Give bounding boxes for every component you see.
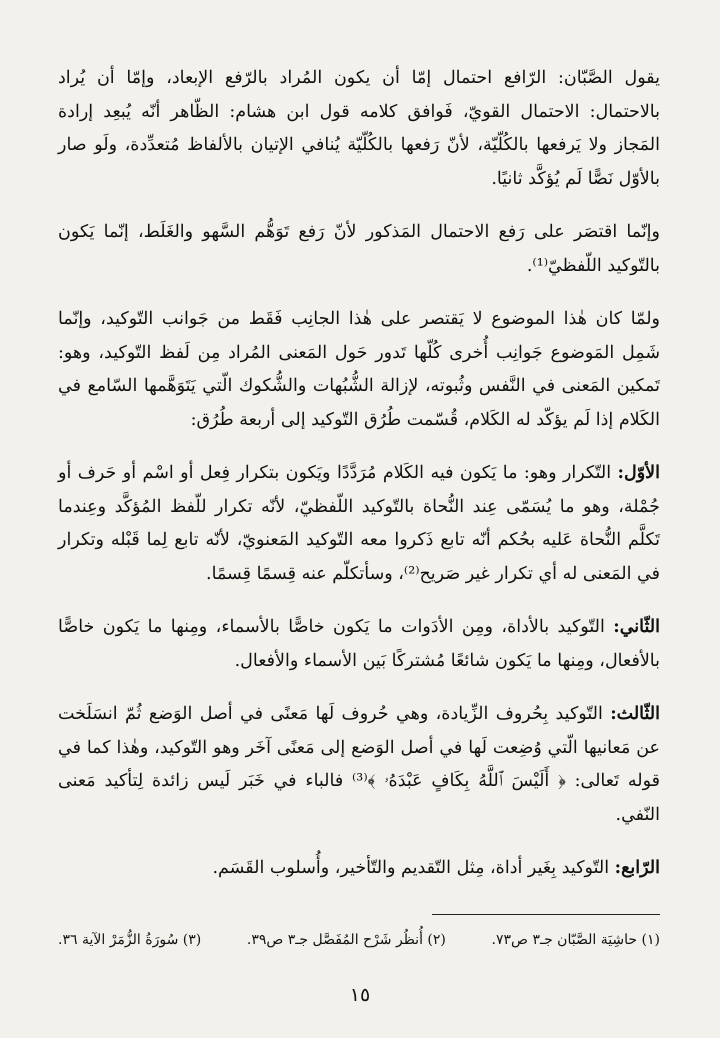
method-3-paragraph: الثّالث: التّوكيد بِحُروف الزِّيادة، وهي حُروف لَها مَعنًى في أصل الوَضع ثُمّ انسَلَخت عن مَعانيها الّتي وُضِعت لَها في أصل الوَضع إلى مَعنًى آخَر وهو التّوكيد، وهٰذا كما في قوله تَعالى: ﴿ أَلَيْسَ ٱللَّهُ بِكَافٍ عَبْدَهُۥ ﴾⁽³⁾ فالباء في خَبَر لَيس زائدة لِتأكيد مَعنى النّفي. [58,704,660,825]
footnote-1: (١) حاشِيَة الصَّبّان جـ٣ ص٧٣. [491,932,660,948]
method-1-paragraph: الأوّل: التّكرار وهو: ما يَكون فيه الكَلام مُرَدَّدًا ويَكون بتكرار فِعل أو اسْم أو حَرف أو جُمْلة، وهو ما يُسَمّى عِند النُّحاة بالتّوكيد اللّفظيّ، لأنّه تكرار للّفظ المُؤكَّد وعِندما تَكلَّم النُّحاة عَليه بحُكم أنّه تابع ذَكروا معه التّوكيد المَعنويّ، لأنّه تابع لِما قَبْله وتكرار في المَعنى له أي تكرار غير صَريح⁽²⁾، وسأتكلّم عنه قِسمًا قِسمًا. [58,463,660,584]
footnotes [58,928,660,952]
paragraph-2: وإنّما اقتصَر على رَفع الاحتمال المَذكور لأنّ رَفع تَوَهُّم السَّهو والغَلَط، إنّما يَكون بالتّوكيد اللّفظيّ⁽¹⁾. [58,222,660,276]
body-text [58,62,660,898]
footnote-2: (٢) أُنظُر شَرْح المُفَصَّل جـ٣ ص٣٩. [246,932,446,948]
method-4-paragraph: الرّابع: التّوكيد بِغَير أداة، مِثل التّقديم والتّأخير، وأُسلوب القَسَم. [212,858,660,878]
method-3-heading: الثّالث: [610,704,660,724]
method-1-heading: الأوّل: [617,463,660,483]
footnote-3: (٣) سُورَةُ الزُّمَرْ الآية ٣٦. [58,932,202,948]
paragraph-1: يقول الصَّبّان: الرّافع احتمال إمّا أن يكون المُراد بالرّفع الإبعاد، وإمّا أن يُراد بالاحتمال: الاحتمال القويّ، فَوافق كلامه قول ابن هشام: الظّاهر أنّه يُبعِد إرادة المَجاز ولا يَرفعها بالكُلّيّة، لأنّ رَفعها بالكُلّيّة يُنافي الإتيان بالألفاظ مُتعدِّدة، ولَو صار بالأوّل نَصًّا لَم يُؤكَّد ثانيًا. [58,68,660,189]
page-number: ١٥ [349,984,371,1006]
paragraph-3: ولمّا كان هٰذا الموضوع لا يَقتصر على هٰذا الجانِب فَقَط من جَوانب التّوكيد، وإنّما شَمِل المَوضوع جَوانِب أُخرى كُلّها تَدور حَول المَعنى المُراد مِن لَفظ التّوكيد، وهو: تَمكين المَعنى في النَّفس وثُبوته، لإزالة الشُّبُهات والشُّكوك الّتي يَتَوَهَّمها السّامع في الكَلام إذا لَم يؤكّد له الكَلام، قُسّمت طُرُق التّوكيد إلى أربعة طُرُق: [58,309,660,430]
method-2-heading: الثّاني: [613,617,660,637]
method-4-heading: الرّابع: [614,858,660,878]
method-2-paragraph: الثّاني: التّوكيد بالأداة، ومِن الأدَوات ما يَكون خاصًّا بالأسماء، ومِنها ما يَكون خاصًّا بالأفعال، ومِنها ما يَكون شائعًا مُشتركًا بَين الأسماء والأفعال. [58,617,660,671]
footnote-divider [432,914,660,915]
